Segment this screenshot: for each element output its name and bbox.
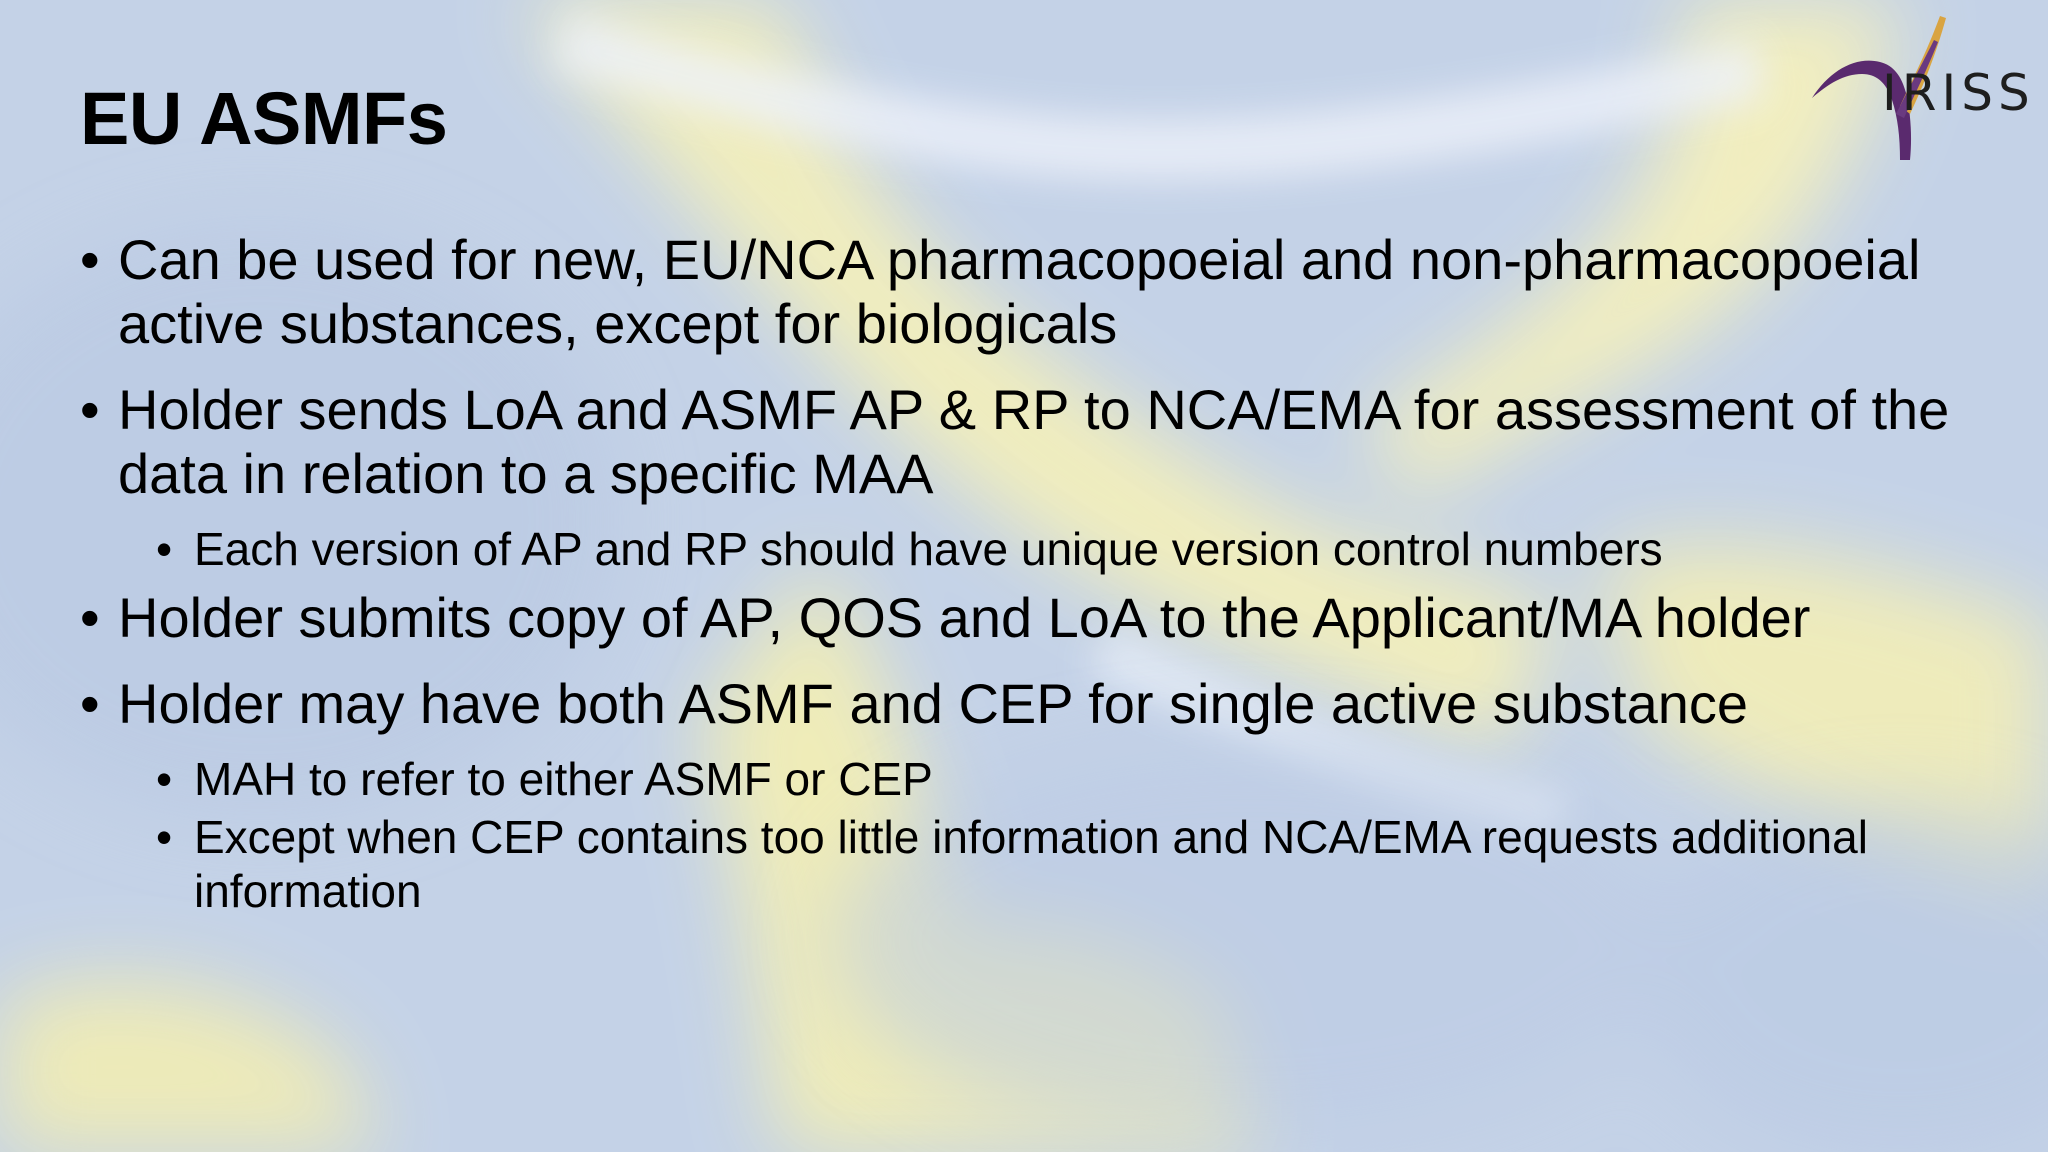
bullet-dot: • [80, 586, 100, 649]
bullet-text: Holder sends LoA and ASMF AP & RP to NCA/EMA for assessment of the data in relation to a specific MAA [118, 378, 1950, 505]
sub-bullet-item [156, 752, 2010, 806]
bullet-list [80, 228, 2010, 928]
bullet-dot: • [80, 228, 100, 291]
bullet-text: Holder may have both ASMF and CEP for single active substance [118, 672, 1749, 735]
sub-bullet-item [156, 810, 2010, 918]
slide-title: EU ASMFs [80, 77, 448, 160]
bullet-text: Can be used for new, EU/NCA pharmacopoeial and non-pharmacopoeial active substances, except for biologicals [118, 228, 1921, 355]
bullet-dot: • [80, 672, 100, 735]
logo-text: IRISS [1882, 64, 2035, 122]
bullet-dot: • [156, 753, 173, 805]
bullet-item [80, 672, 2010, 736]
bullet-dot: • [156, 811, 173, 863]
sub-bullet-text: Except when CEP contains too little information and NCA/EMA requests additional information [194, 811, 1868, 917]
bullet-item [80, 228, 2010, 356]
sub-bullet-text: MAH to refer to either ASMF or CEP [194, 753, 933, 805]
bullet-text: Holder submits copy of AP, QOS and LoA to the Applicant/MA holder [118, 586, 1811, 649]
sub-bullet-text: Each version of AP and RP should have unique version control numbers [194, 523, 1663, 575]
bullet-dot: • [156, 523, 173, 575]
bullet-item [80, 586, 2010, 650]
sub-bullet-item [156, 522, 2010, 576]
bullet-dot: • [80, 378, 100, 441]
bullet-item [80, 378, 2010, 506]
